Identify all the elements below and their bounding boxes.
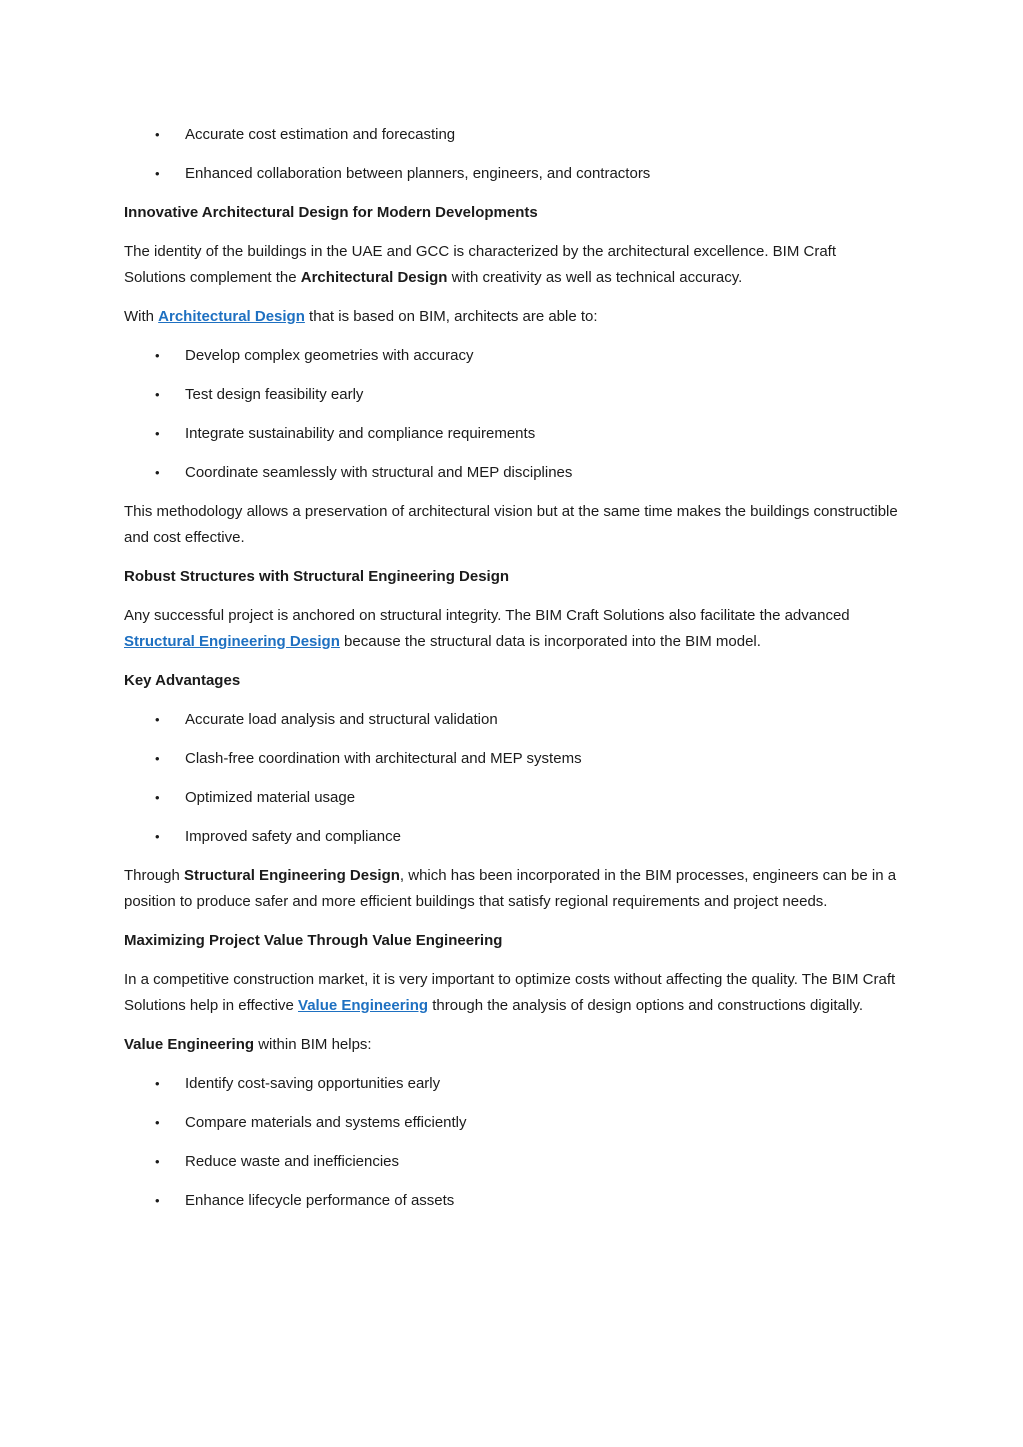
text-run: In a competitive construction market, it is very important to optimize costs without affecting the quality. The BIM Craft Solutions help in effective <box>124 971 896 1014</box>
bullet-item-text <box>185 382 363 408</box>
text-run: The identity of the buildings in the UAE and GCC is characterized by the architectural excellence. BIM Craft Solutions complement the <box>124 243 837 286</box>
section-heading <box>124 200 899 226</box>
text-run: Enhanced collaboration between planners, engineers, and contractors <box>185 165 651 182</box>
hyperlink[interactable]: Architectural Design <box>158 308 305 325</box>
text-run: With <box>124 308 159 325</box>
bullet-item-text <box>185 161 650 187</box>
text-run: Compare materials and systems efficiently <box>185 1114 467 1131</box>
text-run: Optimized material usage <box>185 789 356 806</box>
bullet-item-text <box>185 122 455 148</box>
bullet-dot-icon: • <box>155 829 160 844</box>
text-run: Enhance lifecycle performance of assets <box>185 1192 455 1209</box>
paragraph <box>124 499 899 551</box>
bullet-list-item <box>124 421 899 447</box>
bullet-list-item <box>124 1149 899 1175</box>
bullet-item-text <box>185 707 498 733</box>
bullet-list-item <box>124 161 899 187</box>
text-run: Innovative Architectural Design for Modern Developments <box>124 204 538 221</box>
bullet-item-text <box>185 421 535 447</box>
bullet-item-text <box>185 1110 467 1136</box>
bullet-dot-icon: • <box>155 712 160 727</box>
paragraph <box>124 304 899 330</box>
bullet-dot-icon: • <box>155 387 160 402</box>
text-run: Integrate sustainability and compliance requirements <box>185 425 536 442</box>
bullet-list-item <box>124 785 899 811</box>
hyperlink[interactable]: Value Engineering <box>298 997 429 1014</box>
text-run: This methodology allows a preservation of architectural vision but at the same time makes the buildings constructible and cost effective. <box>124 503 898 546</box>
text-run: Maximizing Project Value Through Value Engineering <box>124 932 503 949</box>
bullet-list-item <box>124 707 899 733</box>
text-run: that is based on BIM, architects are able to: <box>304 308 598 325</box>
bullet-dot-icon: • <box>155 348 160 363</box>
text-run: Identify cost-saving opportunities early <box>185 1075 441 1092</box>
paragraph <box>124 967 899 1019</box>
text-run: because the structural data is incorporated into the BIM model. <box>339 633 761 650</box>
section-heading <box>124 668 899 694</box>
text-run: Accurate load analysis and structural validation <box>185 711 498 728</box>
bullet-list-item <box>124 122 899 148</box>
bullet-item-text <box>185 1149 399 1175</box>
text-run: within BIM helps: <box>254 1036 372 1053</box>
section-heading <box>124 564 899 590</box>
bullet-dot-icon: • <box>155 790 160 805</box>
hyperlink[interactable]: Structural Engineering Design <box>124 633 340 650</box>
bullet-dot-icon: • <box>155 166 160 181</box>
bullet-item-text <box>185 460 572 486</box>
text-run: through the analysis of design options and constructions digitally. <box>428 997 864 1014</box>
paragraph <box>124 1032 899 1058</box>
text-run: Accurate cost estimation and forecasting <box>185 126 456 143</box>
bullet-list-item <box>124 343 899 369</box>
bold-text-run: Structural Engineering Design <box>184 867 400 884</box>
bullet-dot-icon: • <box>155 1193 160 1208</box>
bullet-list-item <box>124 746 899 772</box>
text-run: Clash-free coordination with architectural and MEP systems <box>185 750 582 767</box>
paragraph <box>124 603 899 655</box>
text-run: Robust Structures with Structural Engineering Design <box>124 568 510 585</box>
bold-text-run: Architectural Design <box>300 269 448 286</box>
bullet-list-item <box>124 460 899 486</box>
section-heading <box>124 928 899 954</box>
bullet-dot-icon: • <box>155 465 160 480</box>
text-run: Key Advantages <box>124 672 241 689</box>
bullet-list-item <box>124 1110 899 1136</box>
bullet-item-text <box>185 1071 440 1097</box>
bullet-dot-icon: • <box>155 127 160 142</box>
bullet-list-item <box>124 1071 899 1097</box>
bullet-dot-icon: • <box>155 426 160 441</box>
bullet-item-text <box>185 824 401 850</box>
bullet-item-text <box>185 1188 454 1214</box>
text-run: Develop complex geometries with accuracy <box>185 347 474 364</box>
bullet-dot-icon: • <box>155 751 160 766</box>
bullet-item-text <box>185 343 473 369</box>
text-run: Coordinate seamlessly with structural and MEP disciplines <box>185 464 573 481</box>
paragraph <box>124 239 899 291</box>
text-run: Any successful project is anchored on structural integrity. The BIM Craft Solutions also facilitate the advanced <box>124 607 850 624</box>
bullet-list-item <box>124 382 899 408</box>
text-run: with creativity as well as technical accuracy. <box>447 269 743 286</box>
text-run: Improved safety and compliance <box>185 828 401 845</box>
bullet-dot-icon: • <box>155 1154 160 1169</box>
bold-text-run: Value Engineering <box>124 1036 255 1053</box>
text-run: Through <box>124 867 185 884</box>
bullet-dot-icon: • <box>155 1115 160 1130</box>
bullet-item-text <box>185 746 582 772</box>
bullet-item-text <box>185 785 355 811</box>
text-run: Test design feasibility early <box>185 386 364 403</box>
paragraph <box>124 863 899 915</box>
text-run: Reduce waste and inefficiencies <box>185 1153 400 1170</box>
text-run: , which has been incorporated in the BIM processes, engineers can be in a position to produce safer and more efficient buildings that satisfy regional requirements and project needs. <box>124 867 897 910</box>
bullet-list-item <box>124 824 899 850</box>
bullet-list-item <box>124 1188 899 1214</box>
bullet-dot-icon: • <box>155 1076 160 1091</box>
